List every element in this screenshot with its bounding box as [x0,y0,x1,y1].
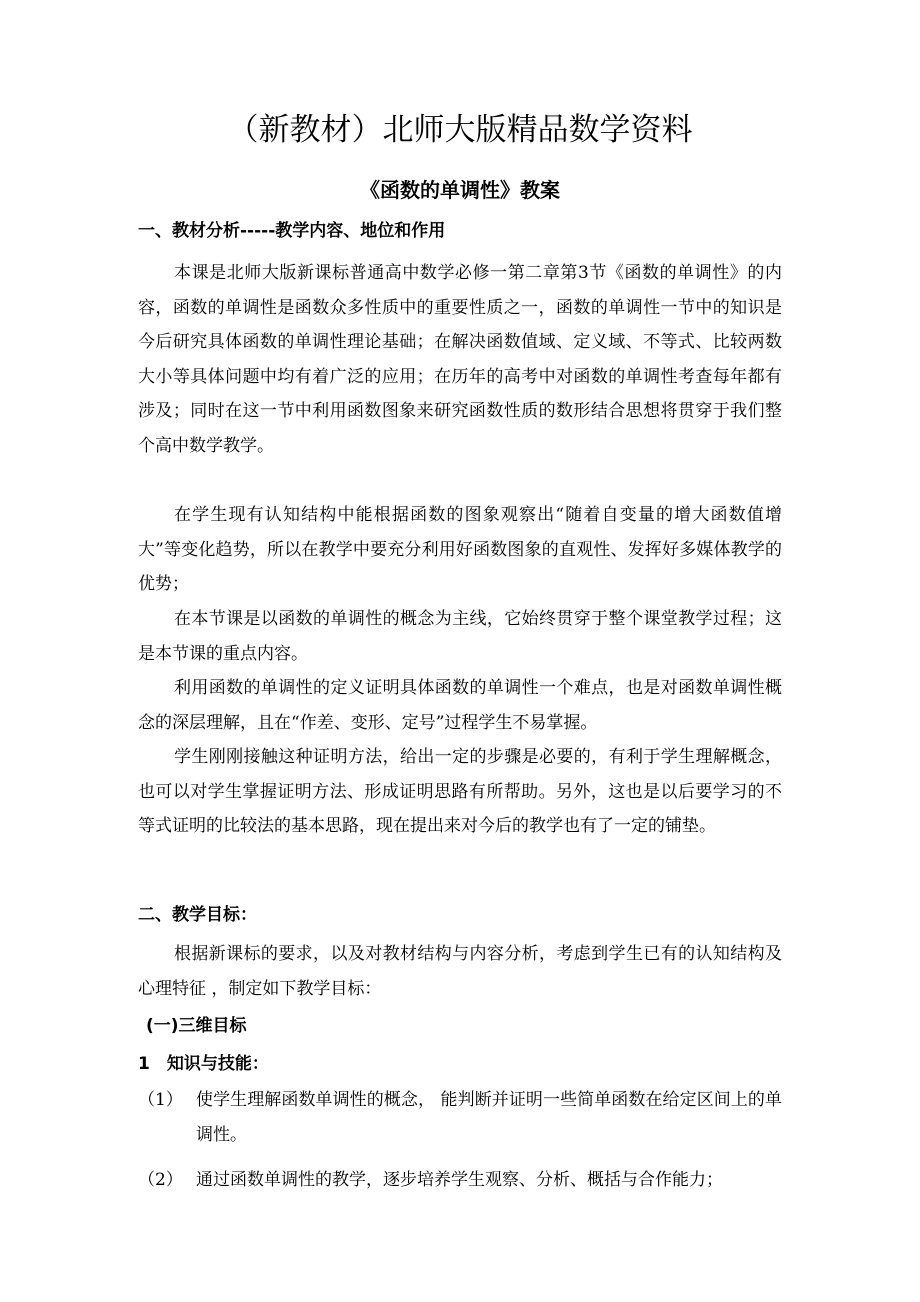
list-item-number: （2） [138,1170,183,1190]
paragraph-4: 利用函数的单调性的定义证明具体函数的单调性一个难点，也是对函数单调性概念的深层理解，且在“作差、变形、定号”过程学生不易掌握。 [138,678,782,733]
paragraph-2: 在学生现有认知结构中能根据函数的图象观察出“随着自变量的增大函数值增大”等变化趋势，所以在教学中要充分利用好函数图象的直观性、发挥好多媒体教学的优势； [138,505,782,594]
list-item-text: 通过函数单调性的教学，逐步培养学生观察、分析、概括与合作能力； [196,1170,723,1190]
list-item-text: 使学生理解函数单调性的概念， 能判断并证明一些简单函数在给定区间上的单调性。 [196,1090,782,1145]
paragraph-3: 在本节课是以函数的单调性的概念为主线，它始终贯穿于整个课堂教学过程；这是本节课的重点内容。 [138,609,782,664]
list-item-2 [138,1163,782,1198]
sub-heading-knowledge-skills: 1 知识与技能： [138,1054,269,1074]
section-heading-2: 二、教学目标： [138,905,257,925]
paragraph-5: 学生刚刚接触这种证明方法，给出一定的步骤是必要的，有利于学生理解概念，也可以对学生掌握证明方法、形成证明思路有所帮助。另外，这也是以后要学习的不等式证明的比较法的基本思路，现在提出来对今后的教学也有了一定的铺垫。 [138,747,782,836]
list-item-number: （1） [138,1090,183,1110]
section-heading-1: 一、教材分析-----教学内容、地位和作用 [138,221,446,241]
paragraph-6: 根据新课标的要求，以及对教材结构与内容分析，考虑到学生已有的认知结构及心理特征 ，制定如下教学目标： [138,944,782,999]
document-title: （新教材）北师大版精品数学资料 [227,112,693,148]
list-item-1 [138,1083,782,1152]
paragraph-1: 本课是北师大版新课标普通高中数学必修一第二章第3节《函数的单调性》的内容，函数的单调性是函数众多性质中的重要性质之一，函数的单调性一节中的知识是今后研究具体函数的单调性理论基础；在解决函数值域、定义域、不等式、比较两数大小等具体问题中均有着广泛的应用；在历年的高考中对函数的单调性考查每年都有涉及；同时在这一节中利用函数图象来研究函数性质的数形结合思想将贯穿于我们整个高中数学教学。 [138,263,782,456]
sub-heading-three-dimensional-goals: (一)三维目标 [146,1016,247,1036]
lesson-title: 《函数的单调性》教案 [360,178,560,202]
